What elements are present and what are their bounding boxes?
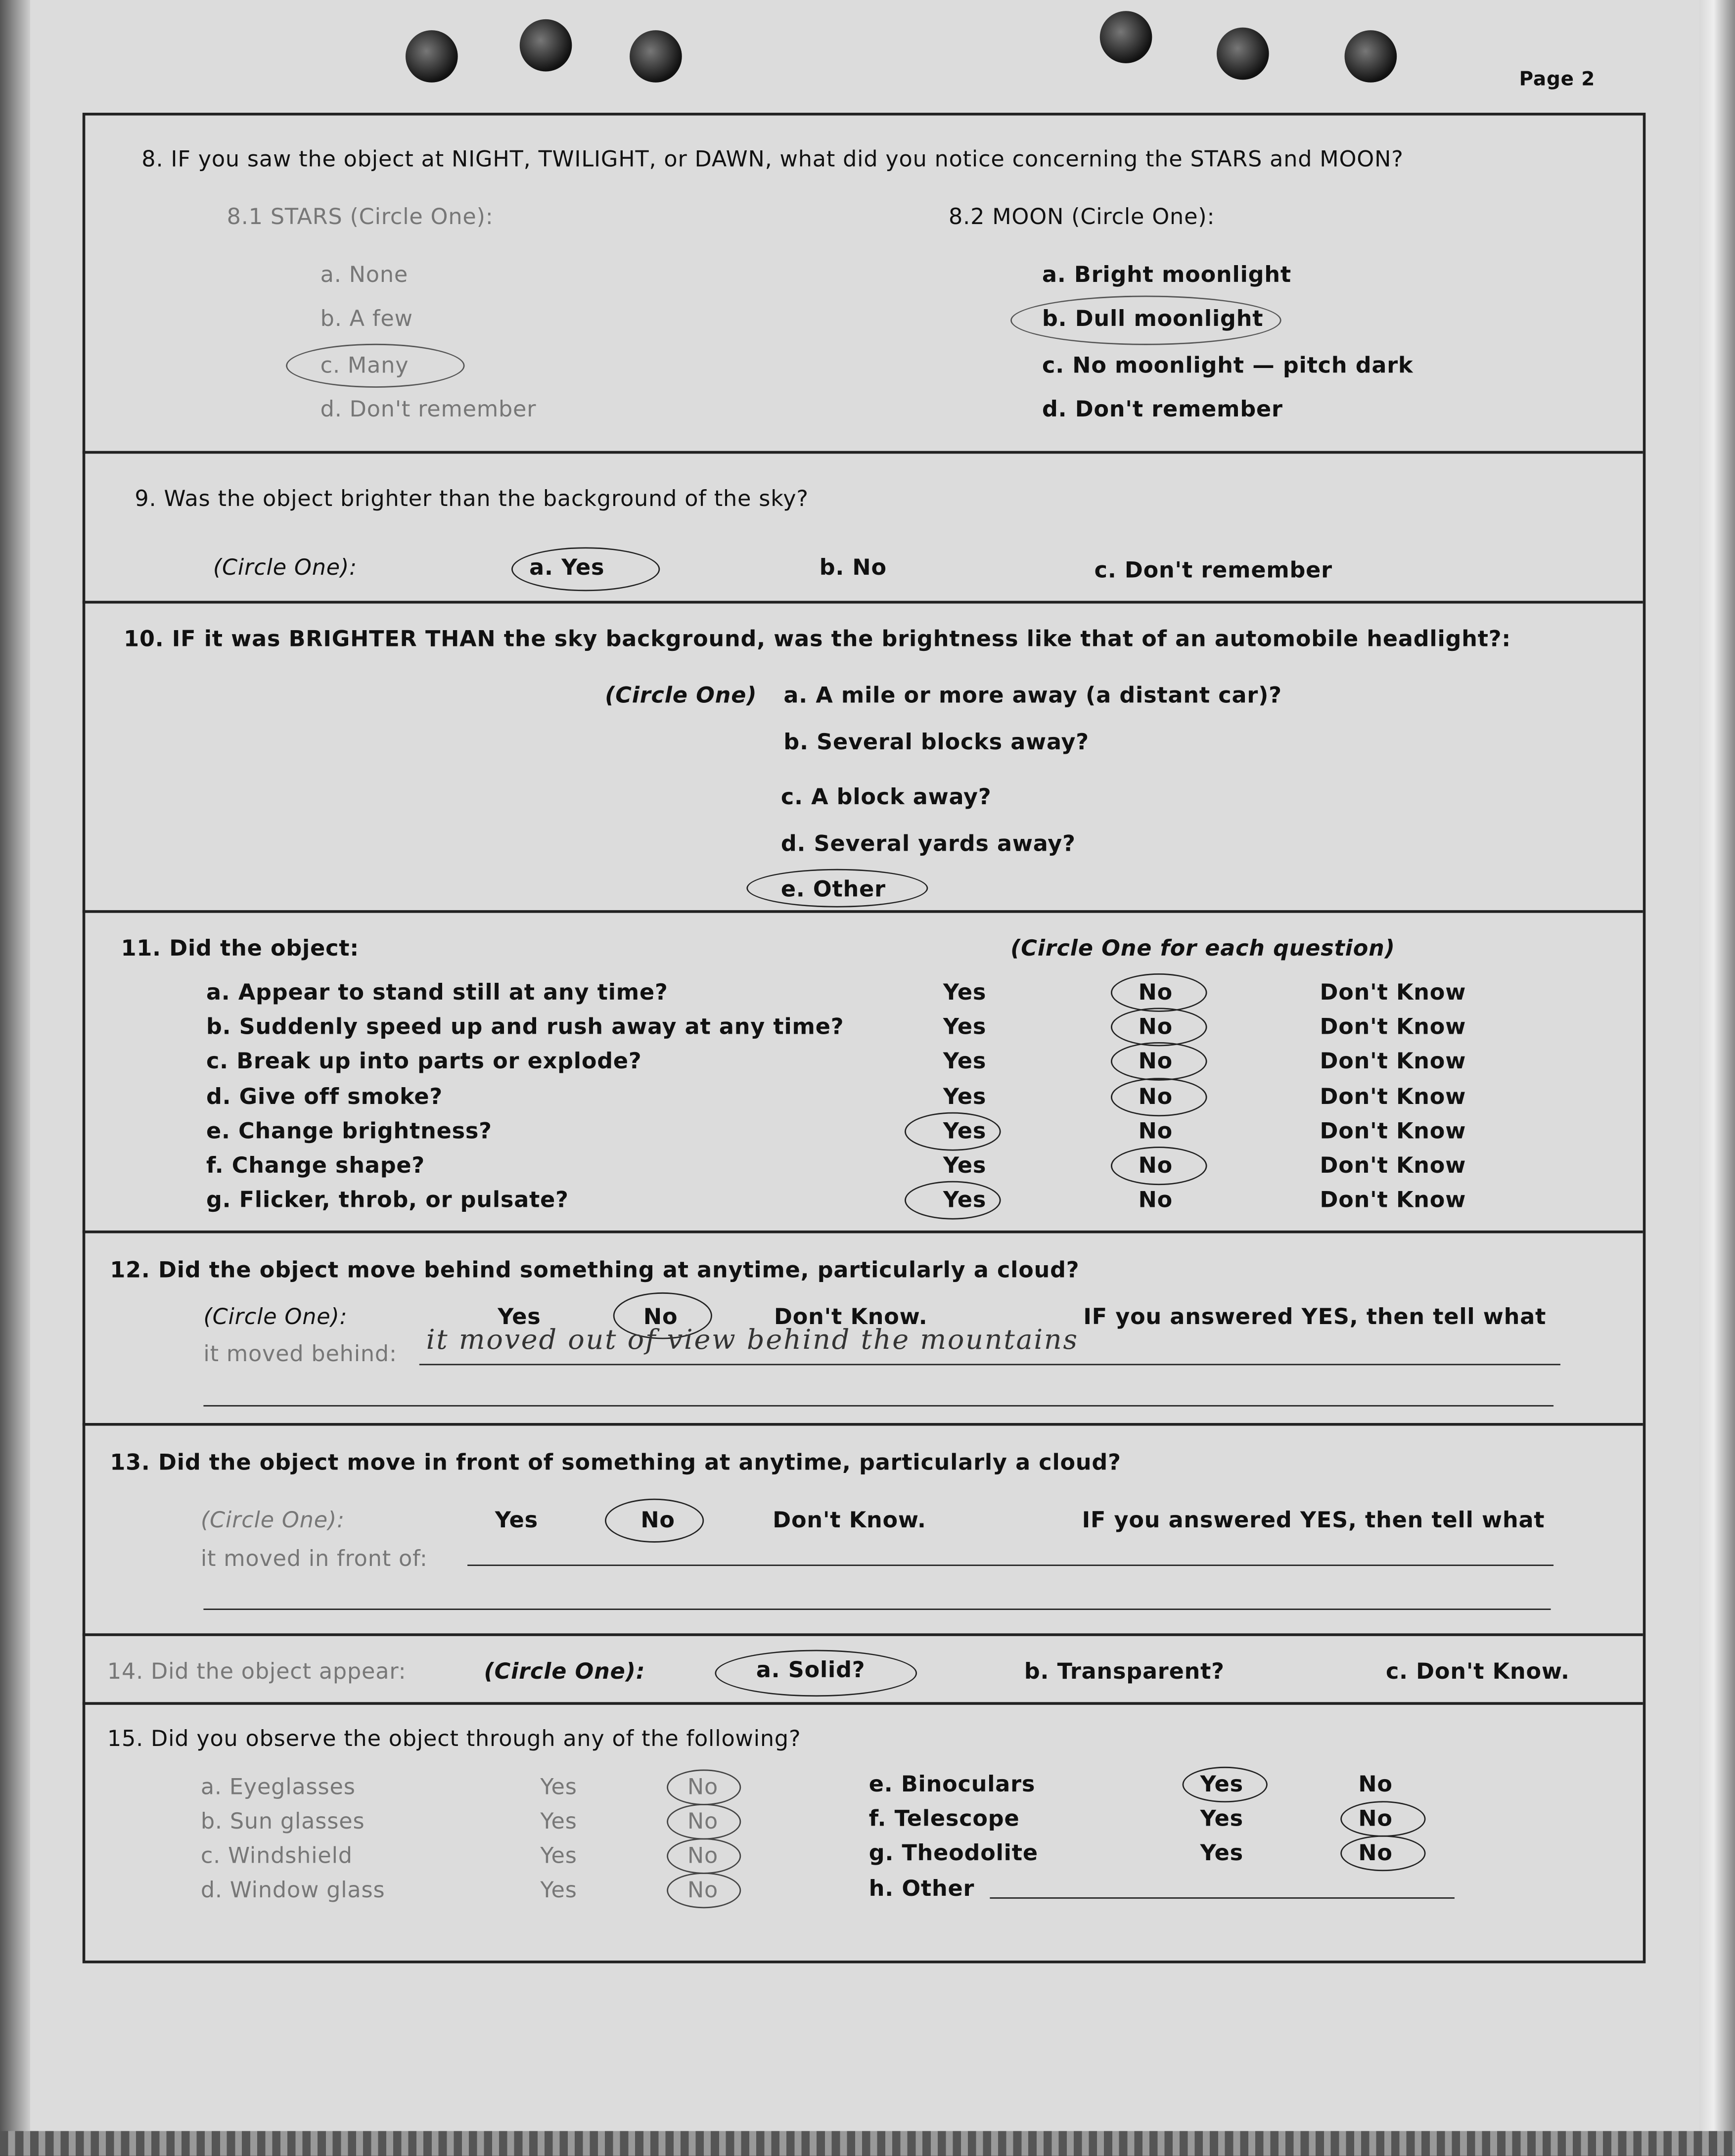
q11-dont-know[interactable]: Don't Know xyxy=(1320,1048,1466,1075)
scan-edge xyxy=(1699,0,1735,2156)
answer-circle xyxy=(1111,1077,1207,1116)
answer-circle xyxy=(286,344,464,388)
divider xyxy=(83,601,1643,604)
answer-circle xyxy=(1111,1008,1207,1047)
answer-circle xyxy=(715,1650,917,1697)
q15-item-label: e. Binoculars xyxy=(868,1771,1036,1797)
answer-circle xyxy=(1340,1835,1425,1871)
q11-yes[interactable]: Yes xyxy=(943,1083,987,1109)
answer-line xyxy=(203,1405,1553,1407)
moon-option[interactable]: b. Dull moonlight xyxy=(1042,305,1264,331)
moved-in-front-label: it moved in front of: xyxy=(200,1545,428,1572)
q15-yes[interactable]: Yes xyxy=(540,1773,577,1800)
q11-dont-know[interactable]: Don't Know xyxy=(1320,1152,1466,1179)
stars-heading: 8.1 STARS (Circle One): xyxy=(227,203,494,230)
q15-no[interactable]: No xyxy=(1358,1771,1393,1797)
moved-behind-label: it moved behind: xyxy=(203,1340,397,1367)
q11-no[interactable]: No xyxy=(1138,1048,1173,1075)
punch-hole-icon xyxy=(520,19,572,72)
divider xyxy=(83,1423,1643,1426)
handwritten-answer[interactable]: it moved out of view behind the mountains xyxy=(426,1323,1079,1356)
answer-circle xyxy=(1111,1147,1207,1185)
q12-dont-know[interactable]: Don't Know. xyxy=(774,1303,928,1330)
divider xyxy=(83,451,1643,454)
q12-if-yes: IF you answered YES, then tell what xyxy=(1083,1303,1547,1330)
question-12: 12. Did the object move behind something at anytime, particularly a cloud? xyxy=(110,1256,1080,1283)
q10-option[interactable]: e. Other xyxy=(780,875,886,902)
divider xyxy=(83,1231,1643,1234)
answer-circle xyxy=(667,1873,741,1908)
q11-no[interactable]: No xyxy=(1138,1187,1173,1213)
answer-circle xyxy=(511,547,660,591)
q11-dont-know[interactable]: Don't Know xyxy=(1320,1013,1466,1040)
q15-item-label: a. Eyeglasses xyxy=(200,1773,356,1800)
q9-option[interactable]: a. Yes xyxy=(529,554,605,581)
punch-hole-icon xyxy=(406,30,458,83)
answer-line xyxy=(467,1564,1553,1566)
q11-no[interactable]: No xyxy=(1138,1083,1173,1109)
punch-hole-icon xyxy=(1100,11,1152,63)
punch-hole-icon xyxy=(630,30,682,83)
q15-no[interactable]: No xyxy=(687,1877,719,1903)
q13-no[interactable]: No xyxy=(640,1507,675,1533)
question-13: 13. Did the object move in front of something at anytime, particularly a cloud? xyxy=(110,1449,1121,1475)
moon-option[interactable]: c. No moonlight — pitch dark xyxy=(1042,352,1414,378)
stars-option[interactable]: c. Many xyxy=(320,352,409,378)
moon-heading: 8.2 MOON (Circle One): xyxy=(948,203,1215,230)
q11-no[interactable]: No xyxy=(1138,1117,1173,1144)
q15-other-label: h. Other xyxy=(868,1875,975,1902)
circle-one-label: (Circle One): xyxy=(203,1303,348,1330)
moon-option[interactable]: d. Don't remember xyxy=(1042,396,1283,422)
scan-edge xyxy=(0,2131,1735,2156)
answer-circle xyxy=(667,1804,741,1839)
answer-circle xyxy=(905,1181,1001,1220)
q11-item-label: c. Break up into parts or explode? xyxy=(206,1048,642,1075)
q10-option[interactable]: b. Several blocks away? xyxy=(783,729,1089,755)
question-10: 10. IF it was BRIGHTER THAN the sky background, was the brightness like that of an automobile headlight?: xyxy=(124,625,1511,652)
q11-dont-know[interactable]: Don't Know xyxy=(1320,1083,1466,1109)
page-number: Page 2 xyxy=(1519,68,1596,91)
q9-option[interactable]: b. No xyxy=(819,554,887,581)
q15-no[interactable]: No xyxy=(1358,1839,1393,1866)
q11-yes[interactable]: Yes xyxy=(943,1152,987,1179)
q15-yes[interactable]: Yes xyxy=(1200,1839,1243,1866)
answer-circle xyxy=(1111,973,1207,1012)
answer-line xyxy=(990,1897,1455,1899)
circle-one-label: (Circle One) xyxy=(605,682,757,708)
q9-option[interactable]: c. Don't remember xyxy=(1094,556,1332,583)
divider xyxy=(83,1702,1643,1705)
q11-item-label: b. Suddenly speed up and rush away at any time? xyxy=(206,1013,844,1040)
q15-item-label: d. Window glass xyxy=(200,1877,385,1903)
q15-no[interactable]: No xyxy=(687,1842,719,1869)
q11-yes[interactable]: Yes xyxy=(943,979,987,1005)
q15-no[interactable]: No xyxy=(1358,1805,1393,1832)
moon-option[interactable]: a. Bright moonlight xyxy=(1042,261,1291,287)
answer-circle xyxy=(1340,1801,1425,1836)
punch-hole-icon xyxy=(1217,28,1269,80)
q15-no[interactable]: No xyxy=(687,1808,719,1835)
q13-dont-know[interactable]: Don't Know. xyxy=(773,1507,926,1533)
scan-edge xyxy=(0,0,30,2156)
q12-no[interactable]: No xyxy=(643,1303,678,1330)
answer-circle xyxy=(1010,296,1281,345)
q14-option[interactable]: c. Don't Know. xyxy=(1385,1658,1570,1685)
q11-no[interactable]: No xyxy=(1138,979,1173,1005)
q11-item-label: e. Change brightness? xyxy=(206,1117,492,1144)
q14-option[interactable]: a. Solid? xyxy=(756,1656,866,1683)
divider xyxy=(83,1633,1643,1636)
q11-no[interactable]: No xyxy=(1138,1152,1173,1179)
divider xyxy=(83,910,1643,913)
q10-option[interactable]: d. Several yards away? xyxy=(780,830,1076,857)
q11-item-label: g. Flicker, throb, or pulsate? xyxy=(206,1187,569,1213)
q15-item-label: b. Sun glasses xyxy=(200,1808,365,1835)
q11-dont-know[interactable]: Don't Know xyxy=(1320,1187,1466,1213)
q13-if-yes: IF you answered YES, then tell what xyxy=(1082,1507,1545,1533)
q11-no[interactable]: No xyxy=(1138,1013,1173,1040)
q11-dont-know[interactable]: Don't Know xyxy=(1320,1117,1466,1144)
answer-circle xyxy=(605,1499,704,1543)
q11-yes[interactable]: Yes xyxy=(943,1187,987,1213)
q11-dont-know[interactable]: Don't Know xyxy=(1320,979,1466,1005)
q11-yes[interactable]: Yes xyxy=(943,1013,987,1040)
q15-yes[interactable]: Yes xyxy=(1200,1771,1243,1797)
question-15: 15. Did you observe the object through any of the following? xyxy=(107,1725,801,1752)
stars-option[interactable]: b. A few xyxy=(320,305,413,331)
q14-option[interactable]: b. Transparent? xyxy=(1024,1658,1225,1685)
q11-yes[interactable]: Yes xyxy=(943,1048,987,1075)
question-14: 14. Did the object appear: xyxy=(107,1658,407,1685)
q10-option[interactable]: c. A block away? xyxy=(780,783,992,810)
circle-one-label: (Circle One): xyxy=(200,1507,345,1533)
q15-yes[interactable]: Yes xyxy=(1200,1805,1243,1832)
question-8: 8. IF you saw the object at NIGHT, TWILIGHT, or DAWN, what did you notice concerning the STARS and MOON? xyxy=(141,145,1404,172)
question-11: 11. Did the object: xyxy=(121,935,360,962)
q15-yes[interactable]: Yes xyxy=(540,1808,577,1835)
answer-circle xyxy=(667,1838,741,1874)
answer-line xyxy=(419,1364,1560,1365)
q11-item-label: d. Give off smoke? xyxy=(206,1083,443,1109)
circle-one-label: (Circle One): xyxy=(213,554,357,581)
q15-item-label: g. Theodolite xyxy=(868,1839,1038,1866)
answer-line xyxy=(203,1608,1551,1610)
q10-option[interactable]: a. A mile or more away (a distant car)? xyxy=(783,682,1282,708)
circle-one-label: (Circle One): xyxy=(484,1658,645,1685)
q15-yes[interactable]: Yes xyxy=(540,1877,577,1903)
stars-option[interactable]: a. None xyxy=(320,261,409,287)
answer-circle xyxy=(746,869,928,908)
punch-hole-icon xyxy=(1345,30,1397,83)
q15-yes[interactable]: Yes xyxy=(540,1842,577,1869)
q11-item-label: a. Appear to stand still at any time? xyxy=(206,979,668,1005)
q15-item-label: c. Windshield xyxy=(200,1842,353,1869)
q11-yes[interactable]: Yes xyxy=(943,1117,987,1144)
q15-no[interactable]: No xyxy=(687,1773,719,1800)
answer-circle xyxy=(905,1112,1001,1150)
answer-circle xyxy=(667,1769,741,1805)
q13-yes[interactable]: Yes xyxy=(495,1507,538,1533)
q11-item-label: f. Change shape? xyxy=(206,1152,425,1179)
q12-yes[interactable]: Yes xyxy=(498,1303,541,1330)
q15-item-label: f. Telescope xyxy=(868,1805,1020,1832)
circle-one-label: (Circle One for each question) xyxy=(1010,935,1395,962)
answer-circle xyxy=(1183,1767,1268,1802)
question-9: 9. Was the object brighter than the background of the sky? xyxy=(135,485,809,512)
stars-option[interactable]: d. Don't remember xyxy=(320,396,537,422)
